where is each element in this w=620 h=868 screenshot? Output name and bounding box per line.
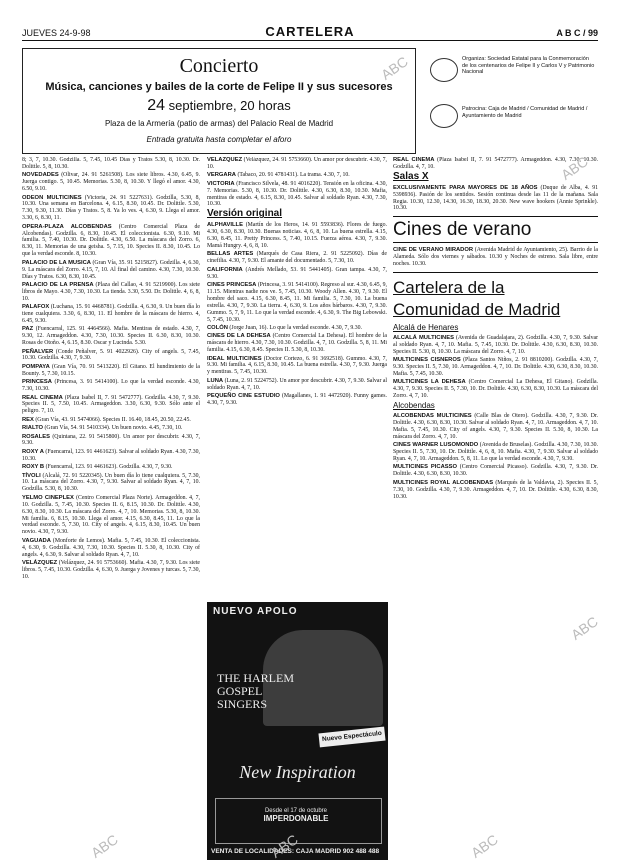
listing-entry (22, 304, 200, 325)
cinema-name: TÍVOLI (22, 472, 41, 479)
showtimes: (Luchana, 15. 91 4468781). Godzilla. 4, 6.30, 9. Un buen día lo tiene cualquiera. 3.30, 6, 8.30, 11. El hombre de la máscara de hierro. 4, 6.45, 9.30. (22, 304, 200, 324)
showtimes: (Gran Vía, 70. 91 5413220). El Gitano. El hundimiento de la Bounty. 5, 7.30, 10.15. (22, 363, 200, 377)
felipe-ii-logo (430, 58, 458, 82)
cinema-name: RIALTO (22, 425, 44, 432)
section-cines-verano: Cines de verano (393, 216, 598, 243)
cinema-name: OPERA-PLAZA ALCOBENDAS (22, 223, 112, 230)
subsection-alcala: Alcalá de Henares (393, 323, 459, 333)
cinema-name: MULTICINES CISNEROS (393, 357, 461, 364)
organizer-text: Organiza: Sociedad Estatal para la Conmemoración de los centenarios de Felipe II y Carlos V y Patrimonio Nacional (462, 56, 595, 75)
page-header (22, 26, 598, 41)
showtimes: (Tabaco, 20. 91 4781431). La trama. 4.30, 7, 10. (237, 172, 350, 179)
cinema-name: MULTICINES PICASSO (393, 464, 458, 471)
comunidad-line-1: Cartelera de la (393, 278, 505, 298)
cinema-name: IDEAL MULTICINES (207, 355, 262, 362)
showtimes: (Plaza Isabel II, 7. 91 5472777). Godzilla. 4.30, 7, 9.30. Species II. 5, 7.50, 10.45. Armageddon. 3.30, 6.30, 9.30. Sólo ante el peligro. 7, 10. (22, 394, 200, 415)
listing-entry (393, 464, 598, 478)
listing-entry (393, 185, 598, 213)
listing-entry (207, 325, 387, 332)
showtimes: (Conde Peñalver, 5. 91 4022926). City of angels. 5, 7.45, 10.30. Godzilla. 4.30, 7, 9.30. (22, 348, 200, 362)
cinema-name: VAGUADA (22, 537, 51, 544)
showtimes: (Centro Comercial Plaza de Alcobendas). Godzilla. 6, 8.30, 10.45. El coleccionista. 6.30, 9.10. Mi familia. 5, 7.40, 10.30. Dr. Dolittle. 4.30, 6.50. La máscara del Zorro. 6, 8.30, 11. Memorias de una geisha. 5, 7.15, 10. Species II. 8.30, 10.45. Lo que la verdad esconde. 8, 10.30. (22, 223, 200, 258)
subsection-alcobendas: Alcobendas (393, 401, 435, 411)
listing-entry (393, 357, 598, 378)
showtimes: 8; 3, 7, 10.30. Godzilla. 5, 7.45, 10.45 Días y Tratos 5.30, 8, 10.30. Dr. Dolittle. 5, 8, 10.30. (22, 157, 200, 170)
concert-place: Plaza de la Armería (patio de armas) del Palacio Real de Madrid (104, 119, 334, 128)
showtimes: (Centro Comercial La Dehesa). El hombre de la máscara de hierro. 4.30, 7.30, 10.30. Godzilla. 4, 7, 10. Godzilla. 5, 8, 11. Mi familia. 4.15, 6.30, 8.45. Species II. 5.30, 8, 10.30. (207, 333, 387, 354)
showtimes: (Fuencarral, 123. 91 4461623). Godzilla. 4.30, 7, 9.30. (45, 464, 173, 471)
sponsor-text: Patrocina: Caja de Madrid / Comunidad de Madrid / Ayuntamiento de Madrid (462, 106, 588, 119)
listing-entry (207, 172, 387, 179)
cinema-name: PALACIO DE LA PRENSA (22, 281, 94, 288)
listing-entry (22, 495, 200, 536)
listing-entry (22, 326, 200, 347)
listing-entry (393, 379, 598, 400)
listing-entry (22, 434, 200, 448)
showtimes: (Gran Vía, 43. 91 5474066). Species II. 16.40, 18.45, 20.50, 22.45. (35, 416, 191, 423)
ad-dates-box (215, 798, 382, 844)
listing-entry (22, 364, 200, 378)
ad-badge: Nuevo Espectáculo (318, 727, 385, 748)
crown-logo (430, 104, 458, 128)
listing-entry (207, 333, 387, 354)
showtimes: (Avenida de Bruselas). Godzilla. 4.30, 7.30, 10.30. Species II. 5, 7.30, 10. Dr. Dolittle. 4, 6, 8, 10. Mafia. 4.30, 7, 9.30. Salvar al soldado Ryan. 4, 7, 10. Armageddon. 5, 8, 11. Lo que la verdad esconde. 4.30, 7, 9.30. (393, 442, 598, 462)
cinema-name: POMPAYA (22, 363, 50, 370)
listing-entry (22, 425, 200, 432)
cinema-name: VELÁZQUEZ (207, 157, 243, 163)
issue-date: JUEVES 24-9-98 (22, 28, 91, 38)
cinema-name: ALPHAVILLE (207, 222, 243, 229)
section-version-original: Versión original (207, 208, 283, 220)
watermark: ABC (268, 831, 301, 861)
listing-entry (22, 157, 200, 171)
showtimes: (Alcalá, 72. 91 5220345). Un buen día lo tiene cualquiera. 5, 7.30, 10. La máscara del Zorro. 4.30, 7, 9.30. Salvar al soldado Ryan. 4, 7, 10. Godzilla. 5.30, 8, 10.30. (22, 472, 200, 493)
listings-column-2 (207, 157, 387, 597)
cinema-name: ROXY A (22, 448, 44, 455)
section-title: CARTELERA (265, 24, 355, 39)
showtimes: (Francisco Silvela, 48. 91 4016220). Tensión en la oficina. 4.30, 7. Memorias. 5.30, 8, 10.30. Dr. Dolittle. 4.30, 6.30, 8.30, 10.30. Mafia, mentiras de estado. 4, 6.15, 8.30, 10.45. Salvar al soldado Ryan. 4.30, 7.30, 10.30. (207, 180, 387, 208)
showtimes: (Olivar, 24. 91 5261508). Los siete libros. 4.30, 6.45, 9. Juerga contigo. 5, 10.45. Memorias. 5.30, 8, 10.30. Y llegó el amor. 4.30, 6.50, 9.10. (22, 172, 200, 193)
cinema-name: ROSALES (22, 433, 51, 440)
listing-entry (393, 247, 598, 268)
showtimes: (Plaza Isabel II, 7. 91 5472777). Armageddon. 4.30, 7.30, 10.30. Godzilla. 4, 7, 10. (393, 157, 598, 170)
showtimes: (Plaza Santos Niños, 2. 91 8810200). Godzilla. 4.30, 7, 9.30. Species II. 5, 7.30, 10. Armageddon. 4, 7, 10. Dr. Dolittle. 4.30, 6.30, 8.30, 10.30. Mafia. 5, 7.45, 10.30. (393, 357, 598, 377)
showtimes: (Gran Vía, 54. 91 5410334). Un buen novio. 4.45, 7.30, 10. (44, 425, 183, 432)
showtimes: (Fuencarral, 125. 91 4464566). Mafia. Mentiras de estado. 4.30, 7, 9.30, 12. Armageddon. 4.30, 7.30, 10.30. Species II. 6.30, 8.30, 10.30. Rosas de Otoño. 4, 6.15, 8.30. Oscar y Lucinda. 5.30. (22, 326, 200, 347)
cinema-name: BELLAS ARTES (207, 251, 254, 258)
ad-theatre: NUEVO APOLO (213, 606, 298, 617)
listing-entry (207, 356, 387, 377)
cinema-name: CALIFORNIA (207, 266, 243, 273)
showtimes: (Centro Comercial Plaza Norte). Armageddon. 4, 7, 10. Godzilla. 5, 7.45, 10.30. Species II. 6, 8.15, 10.30. Dr. Dolittle. 4.30, 6.30, 8.30, 10.30. La máscara del Zorro. 4, 7, 10. Memorias. 5.30, 8, 10.30. Mi familia. 6, 8.15, 10.30. Llega el amor. 4.15, 6.30, 8.45, 11. Lo que la verdad esconde. 5, 7.30, 10. City of angels. 4, 6.15, 8.30, 10.45. Un buen novio. 4.30, 7, 9.30. (22, 494, 200, 536)
showtimes: (Jorge Juan, 16). Lo que la verdad esconde. 4.30, 7, 9.30. (229, 324, 362, 331)
showtimes: (Luna, 2. 91 5224752). Un amor por descubrir. 4.30, 7, 9.30. Salvar al soldado Ryan. 4, 7, 10. (207, 377, 387, 391)
cinema-name: YELMO CINEPLEX (22, 494, 74, 501)
listing-entry (207, 181, 387, 209)
showtimes: (Quintana, 22. 91 5415800). Un amor por descubrir. 4.30, 7, 9.30. (22, 433, 200, 447)
listing-entry (393, 335, 598, 356)
cinema-name: CINES PRINCESA (207, 282, 257, 288)
cinema-name: VERGARA (207, 172, 236, 179)
cinema-name: PRINCESA (22, 379, 52, 386)
showtimes: (Gran Vía, 35. 91 5215827). Godzilla. 4, 6.30, 9. La máscara del Zorro. 4.15, 7, 10. Al final del camino. 4.30, 7.30, 10.30. Días y Tratos. 6.30, 8.30, 10.45. (22, 259, 200, 280)
cinema-name: REAL CINEMA (22, 394, 63, 401)
showtimes: (Velázquez, 24. 91 5753660). Un amor por descubrir. 4.30, 7, 10. (207, 157, 387, 170)
showtimes: (Martín de los Heros, 14. 91 5593836). Flores de fuego. 4.30, 6.30, 8.30, 10.30. Buenas noticias. 4, 6, 8, 10. La buena estrella. 4.15, 6.30, 8.45, 11. Pretty Princess. 5, 7.40, 10.15. Fuerza aérea. 4.30, 7, 9.30. Mamá Hungry. 4, 6, 8, 10. (207, 222, 387, 249)
listing-entry (393, 480, 598, 501)
showtimes: (Princesa, 3. 91 5414100). Lo que la verdad esconde. 4.30, 7.30, 10.30. (22, 379, 200, 393)
listing-entry (22, 538, 200, 559)
listing-entry (22, 379, 200, 393)
listings-column-3 (393, 157, 598, 863)
comunidad-line-2: Comunidad de Madrid (393, 300, 561, 320)
cinema-name: EXCLUSIVAMENTE PARA MAYORES DE 18 AÑOS (393, 184, 538, 191)
showtimes: (Avenida Madrid de Ayuntamiento, 25). Barrio de la Alameda. Sólo dos viernes y sábados. 10.30 y Noches de estreno. Sala libre, entre noches. 10.30. (393, 247, 598, 268)
listing-entry (22, 449, 200, 463)
concert-title: Concierto (179, 55, 259, 77)
showtimes: (Magallanes, 1. 91 4472920). Funny games. 4.30, 7, 9.30. (207, 393, 387, 406)
watermark: ABC (378, 53, 411, 83)
showtimes: (Calle Blas de Otero). Godzilla. 4.30, 7, 9.30. Dr. Dolittle. 4.30, 6.30, 8.30, 10.30. Salvar al soldado Ryan. 4, 7, 10. Armageddon. 4, 7, 10. Mafia. 5, 7.45, 10.30. City of angels. 4.30, 7, 9.30. Species II. 5.30, 8, 10.30. La máscara del Zorro. 4, 7, 10. (393, 413, 598, 440)
listing-entry (22, 282, 200, 303)
listing-entry (22, 224, 200, 259)
listing-entry (207, 393, 387, 407)
watermark: ABC (88, 831, 121, 861)
concert-ad (22, 48, 598, 154)
cinema-name: MULTICINES LA DEHESA (393, 379, 466, 386)
listing-entry (22, 395, 200, 416)
listings-column-1 (22, 157, 200, 863)
cinema-name: LUNA (207, 377, 224, 384)
cinema-name: PEÑALVER (22, 348, 54, 355)
showtimes: (Duque de Alba, 4. 91 5398936). Pasión de los sentidos. Sesión continua desde las 11 de la mañana. Sala Regia. 10.30, 12.30, 14.30, 16.30, 18.30, 20.30. New wave hookers (Annie Sprinkle). 10.30. (393, 184, 598, 212)
cinema-name: CINES WARNER LUSOMONDO (393, 442, 479, 449)
showtimes: (Marqués de la Valdavia, 2). Species II. 5, 7.30, 10. Godzilla. 4.30, 7, 9.30. Armageddon. 4, 7, 10. Dr. Dolittle. 4.30, 6.30, 8.30, 10.30. (393, 479, 598, 500)
section-comunidad-madrid (393, 272, 598, 321)
showtimes: (Andrés Mellado, 53. 91 5441405). Gran tampa. 4.30, 7, 9.30. (207, 266, 387, 280)
cinema-name: ODEON MULTICINES (22, 194, 82, 201)
listing-entry (22, 172, 200, 193)
listing-entry (207, 378, 387, 392)
listing-entry (207, 157, 387, 171)
cinema-name: VELÁZQUEZ (22, 559, 58, 566)
listing-entry (22, 260, 200, 281)
concert-box (22, 48, 416, 154)
cinema-name: ROXY B (22, 464, 45, 471)
concert-date-text: septiembre, 20 horas (168, 98, 291, 113)
cinema-name: PALAFOX (22, 304, 50, 311)
showtimes: (Doctor Cortezo, 6. 91 3692518). Gummo. 4.30, 7, 9.30. Mi familia. 4, 6.15, 8.30, 10.45. La buena estrella. 4.30, 7, 9.30. Juerga y mentiras. 5, 7.45, 10.30. (207, 355, 387, 376)
listing-entry (207, 251, 387, 265)
showtimes: (Victoria, 24. 91 5227631). Godzilla, 5.30, 8, 10.30. Una semana en Barcelona. 4, 6.15, 8.30, 10.45. Dr. Dolittle. 5.30, 7.30, 9.30, 11.30. Días y Tratos. 5, 8. Ya lo ves. 4, 6.30, 9. Llega el amor. 3.30, 6, 8.30, 11. (22, 194, 200, 222)
cinema-name: COLÓN (207, 324, 228, 331)
listing-entry (207, 282, 387, 323)
ad-group-name: THE HARLEM GOSPEL SINGERS (217, 671, 294, 711)
cinema-name: ALCOBENDAS MULTICINES (393, 413, 472, 420)
listing-entry (22, 464, 200, 471)
watermark: ABC (568, 613, 601, 643)
cinema-name: CINE DE VERANO MIRADOR (393, 247, 474, 254)
watermark: ABC (468, 831, 501, 861)
harlem-gospel-ad (207, 602, 388, 860)
showtimes: (Velázquez, 24. 91 5753660). Mafia. 4.30, 7, 9.30. Los siete libros. 5, 7.45, 10.30. Godzilla. 4, 6.30, 9. Juerga y Jovenes y turcas. 5, 7.30, 10. (22, 559, 200, 580)
ad-venue: IMPERDONABLE (263, 814, 329, 823)
listing-entry (207, 267, 387, 281)
showtimes: (Monforte de Lemos). Mafia. 5, 7.45, 10.30. El coleccionista. 4, 6.30, 9. Godzilla. 4.30, 7.30, 10.30. Species II. 5.30, 8, 10.30. City of angels. 4, 6.30, 9. Salvar al soldado Ryan. 4, 7, 10. (22, 537, 200, 558)
cinema-name: MULTICINES ROYAL ALCOBENDAS (393, 479, 494, 486)
showtimes: (Princesa, 3. 91 5414100). Regreso al sur. 4.30, 6.45, 9, 11.15. Mientras nadie nos ve. 5, 7.45, 10.30. Woody Allen. 4.30, 7, 9.30. El hombre del saco. 4.15, 6.30, 8.45, 11. Mi familia. 5, 7.30, 10. La buena estrella. 4.30, 7, 9.30. La tierra. 4, 6.30, 9. Los años bárbaros. 4.30, 7, 9.30. Gummo. 5, 7, 9, 11. Lo que la verdad esconde. 4, 6.30, 9. The Big Lebowski. 5, 7.45, 10.30. (207, 282, 387, 323)
showtimes: (Avenida de Guadalajara, 2). Godzilla. 4.30, 7, 9.30. Salvar al soldado Ryan. 4, 7, 10. Mafia. 5, 7.45, 10.30. Dr. Dolittle. 4.30, 6.30, 8.30, 10.30. Species II. 5.30, 8, 10.30. La máscara del Zorro. 4, 7, 10. (393, 334, 598, 355)
cinema-name: CINES DE LA DEHESA (207, 333, 271, 340)
watermark: ABC (558, 153, 591, 183)
ad-dates: Desde el 17 de octubre (264, 808, 328, 814)
showtimes: (Centro Comercial La Dehesa, El Gitano). Godzilla. 4.30, 7, 9.30. Species II. 5, 7.30, 10. Dr. Dolittle. 4.30, 6.30, 8.30, 10.30. La máscara del Zorro. 4, 7, 10. (393, 379, 598, 400)
cinema-name: REX (22, 416, 34, 423)
ad-show-title: New Inspiration (239, 762, 356, 782)
listing-entry (22, 195, 200, 223)
concert-date (23, 97, 415, 115)
listing-entry (22, 417, 200, 424)
listing-entry (393, 413, 598, 441)
listing-entry (207, 222, 387, 250)
listing-entry (22, 473, 200, 494)
showtimes: (Marqués de Casa Riera, 2. 91 5225092). Días de cinefilia. 4.30, 7, 9.30. El amante del documentado. 5, 7.30, 10. (207, 251, 387, 265)
concert-entry: Entrada gratuita hasta completar el aforo (146, 135, 292, 144)
ad-tickets: VENTA DE LOCALIDADES: CAJA MADRID 902 488 488 (211, 848, 380, 855)
page-number: A B C / 99 (556, 28, 598, 38)
listing-entry (22, 560, 200, 581)
cinema-name: VICTORIA (207, 180, 235, 187)
cinema-name: ALCALÁ MULTICINES (393, 334, 454, 341)
cinema-name: PALACIO DE LA MUSICA (22, 259, 91, 266)
cinema-name: REAL CINEMA (393, 157, 435, 163)
sponsor-logos (426, 52, 598, 152)
section-salas-x: Salas X (393, 170, 429, 182)
listing-entry (22, 349, 200, 363)
cinema-name: NOVEDADES (22, 172, 59, 179)
cinema-name: PAZ (22, 326, 34, 333)
concert-day: 24 (147, 97, 166, 114)
cinema-name: PEQUEÑO CINE ESTUDIO (207, 393, 280, 400)
showtimes: (Plaza del Callao, 4. 91 5219900). Los siete libros de Mayo. 4.30, 7.30, 10.30. La tienda. 3.30, 5.50. Dr. Dolittle. 4, 6, 8, 10. (22, 281, 200, 302)
showtimes: (Fuencarral, 123. 91 4461623). Salvar al soldado Ryan. 4.30, 7.30, 10.30. (22, 448, 200, 462)
concert-subtitle: Música, canciones y bailes de la corte de Felipe II y sus sucesores (45, 81, 393, 93)
showtimes: (Centro Comercial Picasso). Godzilla. 4.30, 7, 9.30. Dr. Dolittle. 4.30, 6.30, 8.30, 10.30. (393, 464, 598, 478)
listing-entry (393, 442, 598, 463)
